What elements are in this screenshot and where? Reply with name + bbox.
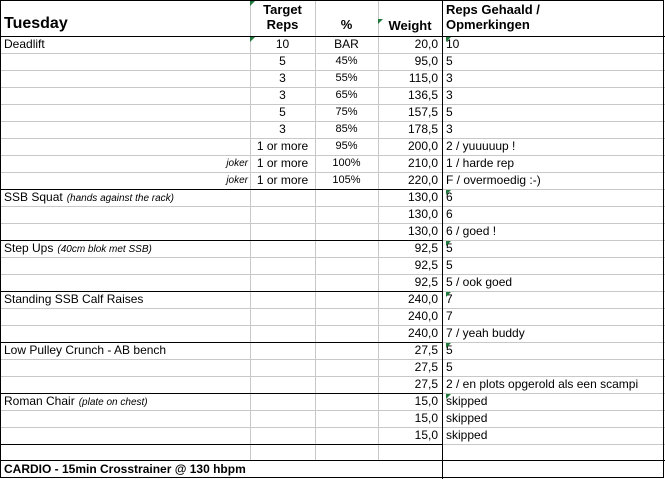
comment-marker-icon — [446, 241, 451, 246]
result-cell[interactable]: 5 — [446, 105, 453, 119]
result-cell[interactable]: 5 — [446, 258, 453, 272]
percent-cell[interactable]: 95% — [335, 140, 358, 152]
percent-cell[interactable]: 105% — [332, 174, 361, 186]
target-reps-cell[interactable]: 3 — [279, 122, 286, 136]
weight-cell[interactable]: 240,0 — [407, 309, 438, 323]
exercise-name[interactable]: Standing SSB Calf Raises — [4, 292, 144, 306]
result-cell[interactable]: 1 / harde rep — [446, 156, 515, 170]
exercise-note: (plate on chest) — [78, 397, 148, 408]
comment-marker-icon — [446, 190, 451, 195]
exercise-name[interactable]: Low Pulley Crunch - AB bench — [4, 343, 167, 357]
header-reps[interactable]: Reps — [266, 17, 299, 32]
joker-label[interactable]: joker — [226, 175, 248, 186]
percent-cell[interactable]: 65% — [335, 89, 358, 101]
result-cell[interactable]: 3 — [446, 71, 453, 85]
exercise-name[interactable]: Step Ups (40cm blok met SSB) — [4, 241, 152, 255]
header-target[interactable]: Target — [263, 2, 302, 17]
weight-cell[interactable]: 95,0 — [414, 54, 438, 68]
weight-cell[interactable]: 115,0 — [408, 71, 438, 85]
result-cell[interactable]: 5 / ook goed — [446, 275, 513, 289]
weight-cell[interactable]: 15,0 — [414, 428, 438, 442]
exercise-note: (40cm blok met SSB) — [57, 244, 152, 255]
target-reps-cell[interactable]: 10 — [275, 37, 290, 51]
percent-cell[interactable]: 75% — [335, 106, 358, 118]
exercise-name[interactable]: Roman Chair (plate on chest) — [4, 394, 148, 408]
result-cell[interactable]: 6 / goed ! — [446, 224, 497, 238]
comment-marker-icon — [446, 37, 451, 42]
weight-cell[interactable]: 20,0 — [414, 37, 438, 51]
result-cell[interactable]: 2 / en plots opgerold als een scampi — [446, 377, 639, 391]
day-title[interactable]: Tuesday — [4, 15, 68, 32]
weight-cell[interactable]: 200,0 — [407, 139, 438, 153]
target-reps-cell[interactable]: 3 — [279, 88, 286, 102]
result-cell[interactable]: 6 — [446, 207, 453, 221]
weight-cell[interactable]: 240,0 — [407, 292, 438, 306]
header-notes-line1[interactable]: Reps Gehaald / — [446, 2, 540, 17]
result-cell[interactable]: skipped — [446, 394, 488, 408]
header-weight[interactable]: Weight — [388, 18, 432, 33]
weight-cell[interactable]: 130,0 — [407, 190, 438, 204]
result-cell[interactable]: F / overmoedig :-) — [446, 173, 541, 187]
result-cell[interactable]: 7 — [446, 292, 453, 306]
exercise-name[interactable]: Deadlift — [4, 37, 45, 51]
weight-cell[interactable]: 240,0 — [407, 326, 438, 340]
result-cell[interactable]: 5 — [446, 241, 453, 255]
percent-cell[interactable]: BAR — [334, 37, 359, 51]
result-cell[interactable]: 5 — [446, 360, 453, 374]
comment-marker-icon — [250, 1, 255, 6]
weight-cell[interactable]: 15,0 — [414, 394, 438, 408]
result-cell[interactable]: 5 — [446, 343, 453, 357]
result-cell[interactable]: 6 — [446, 190, 453, 204]
comment-marker-icon — [378, 19, 383, 24]
weight-cell[interactable]: 130,0 — [407, 207, 438, 221]
weight-cell[interactable]: 92,5 — [414, 258, 438, 272]
result-cell[interactable]: 5 — [446, 54, 453, 68]
header-notes-line2[interactable]: Opmerkingen — [446, 17, 530, 32]
weight-cell[interactable]: 92,5 — [414, 241, 438, 255]
target-reps-cell[interactable]: 1 or more — [256, 173, 309, 187]
weight-cell[interactable]: 210,0 — [407, 156, 438, 170]
comment-marker-icon — [446, 292, 451, 297]
joker-label[interactable]: joker — [226, 158, 248, 169]
weight-cell[interactable]: 27,5 — [414, 343, 438, 357]
percent-cell[interactable]: 85% — [335, 123, 358, 135]
target-reps-cell[interactable]: 5 — [279, 105, 286, 119]
exercise-note: (hands against the rack) — [66, 193, 174, 204]
weight-cell[interactable]: 136,5 — [407, 88, 438, 102]
exercise-name[interactable]: SSB Squat (hands against the rack) — [4, 190, 174, 204]
target-reps-cell[interactable]: 5 — [279, 54, 286, 68]
weight-cell[interactable]: 92,5 — [414, 275, 438, 289]
weight-cell[interactable]: 178,5 — [407, 122, 438, 136]
percent-cell[interactable]: 100% — [332, 157, 361, 169]
weight-cell[interactable]: 130,0 — [407, 224, 438, 238]
header-percent[interactable]: % — [340, 17, 353, 32]
percent-cell[interactable]: 45% — [335, 55, 358, 67]
result-cell[interactable]: skipped — [446, 428, 488, 442]
comment-marker-icon — [446, 394, 451, 399]
result-cell[interactable]: 10 — [446, 37, 460, 51]
result-cell[interactable]: 3 — [446, 88, 453, 102]
weight-cell[interactable]: 15,0 — [414, 411, 438, 425]
weight-cell[interactable]: 220,0 — [407, 173, 438, 187]
weight-cell[interactable]: 27,5 — [414, 377, 438, 391]
result-cell[interactable]: 7 / yeah buddy — [446, 326, 525, 340]
result-cell[interactable]: 2 / yuuuuup ! — [446, 139, 516, 153]
target-reps-cell[interactable]: 3 — [279, 71, 286, 85]
weight-cell[interactable]: 27,5 — [414, 360, 438, 374]
result-cell[interactable]: 7 — [446, 309, 453, 323]
result-cell[interactable]: 3 — [446, 122, 453, 136]
comment-marker-icon — [250, 37, 255, 42]
cardio-footer[interactable]: CARDIO - 15min Crosstrainer @ 130 hbpm — [4, 462, 246, 476]
result-cell[interactable]: skipped — [446, 411, 488, 425]
weight-cell[interactable]: 157,5 — [407, 105, 438, 119]
target-reps-cell[interactable]: 1 or more — [256, 139, 309, 153]
comment-marker-icon — [446, 343, 451, 348]
target-reps-cell[interactable]: 1 or more — [256, 156, 309, 170]
percent-cell[interactable]: 55% — [335, 72, 358, 84]
